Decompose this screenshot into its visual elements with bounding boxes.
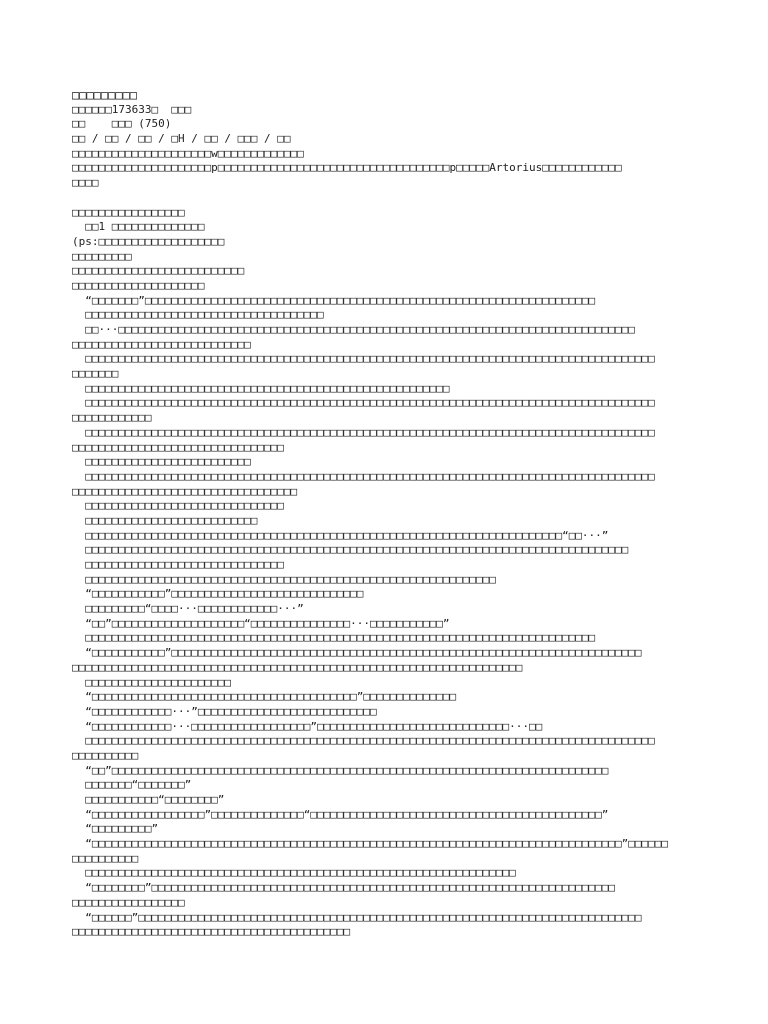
breadcrumb: □□ / □□ / □□ / □H / □□ / □□□ / □□	[72, 132, 291, 146]
body-line: □□□□□□□□□□□□□□□□□□□□□□□□□□□□□□□□□□□□□□□□□□□□□□□□□□□□□□□□□□□□□□□□□□□□□□□□□□□□□□□□□□□□□□	[72, 396, 655, 410]
body-line: □□···□□□□□□□□□□□□□□□□□□□□□□□□□□□□□□□□□□□□□□□□□□□□□□□□□□□□□□□□□□□□□□□□□□□□□□□□□□□□□□	[72, 323, 635, 336]
body-line: □□□□□□□□□□□□□□□□□□□□□□□□□□□□□□□□□□□□□□□□□□□□□□□□□□□□□□□□□□□□□□□□□□□□□□□□□□□□□	[72, 631, 596, 645]
body-line: □□□□□□□□□□	[72, 748, 139, 762]
doc-title: □□□□□□□□□	[72, 88, 138, 102]
body-line: “□□”□□□□□□□□□□□□□□□□□□□□“□□□□□□□□□□□□□□□···□□□□□□□□□□□”	[72, 616, 450, 630]
body-line: □□□□□□□□□□□□□□□□□□□□	[72, 278, 205, 292]
body-line: □□□□□□□□□□□□□□□□□□□□□□□□□□□□□□□□□□□□□□□□□□□□□□□□□□□□□□□□□□□□□□□□□□□□□□□□□□□□□□□□□□□□□□	[72, 352, 655, 366]
body-line: “□□□□□□□”□□□□□□□□□□□□□□□□□□□□□□□□□□□□□□□□□□□□□□□□□□□□□□□□□□□□□□□□□□□□□□□□□□□□	[72, 293, 596, 307]
body-line: “□□”□□□□□□□□□□□□□□□□□□□□□□□□□□□□□□□□□□□□□□□□□□□□□□□□□□□□□□□□□□□□□□□□□□□□□□□□□□□	[72, 763, 609, 777]
body-line: □□□□□□□□□□□□□□□□□□□□□□□□□□□□□□□□□□□□	[72, 308, 324, 322]
body-line: □□□□□□□□□□□“□□□□□□□□”	[72, 793, 225, 806]
body-line: □□□□□□□□□□□□□□□□□□□□□□□□□□□□□□□□□□□□□□□□□□□□□□□□□□□□□□□□□□□□□□□□□□□□□□□□□□□□□□□□□□	[72, 543, 629, 557]
body-line: □□□□□□□□□□□□□□□□□□□□□□	[72, 675, 231, 689]
body-line: □□□□□□□□□□□□□□□□□□□□□□□□□□□□□□□□□□□□□□□□□□□□□□□□□□□□□□□□□□□□□□	[72, 572, 496, 586]
body-line: □□□□□□□□□□□□□□□□□□□□□□□□□□□□□□□□□□□□□□□□□□□□□□□□□□□□□□□□□□□□□□□□□□□□□□□□“□□···”	[72, 528, 609, 542]
body-line: “□□□□□□□□”□□□□□□□□□□□□□□□□□□□□□□□□□□□□□□□□□□□□□□□□□□□□□□□□□□□□□□□□□□□□□□□□□□□□□□	[72, 881, 616, 895]
body-line: □□□□□□□□□□□□□□□□□□□□□□□□□□□□□□	[72, 499, 284, 513]
body-line: □□□□□□□□□□□□□□□□□□□□□□□□□□□□□□□□□□□□□□□□□□□□□□□□□□□□□□□□□□□□□□□□□□□□□□□□□□□□□□□□□□□□□□	[72, 734, 655, 748]
spacer	[72, 191, 696, 206]
doc-meta-count: □□ □□□ (750)	[72, 117, 172, 131]
body-line: (ps:□□□□□□□□□□□□□□□□□□□	[72, 234, 225, 248]
body-line: □□□□□□□□□□□□□□□□□□□□□□□□□□□□□□□□□□□□□□□□□□□□□□□□□□□□□□□	[72, 381, 450, 395]
body-line: □□□□□□□“□□□□□□□”	[72, 778, 192, 792]
body-line: □□1 □□□□□□□□□□□□□□	[72, 220, 205, 234]
body-line: □□□□□□□□□□□□□□□□□□□□□□□□□□□□□□□□□□□□□□□□□□□□□□□□□□□□□□□□□□□□□□□□□	[72, 866, 516, 880]
body-line: □□□□□□□□□□□□□□□□□□□□□□□□□□□□□□□□□□□□□□□□□□□□□□□□□□□□□□□□□□□□□□□□□□□□□□□□□□□□□□□□□□□□□□	[72, 469, 655, 483]
document-page	[72, 88, 696, 940]
body-line: □□□□□□□□□□□□□□□□□	[72, 205, 185, 219]
body-line: “□□□□□□□□□□□”□□□□□□□□□□□□□□□□□□□□□□□□□□□□□□□□□□□□□□□□□□□□□□□□□□□□□□□□□□□□□□□□□□□□□□□	[72, 646, 642, 660]
intro-line: □□□□	[72, 176, 99, 190]
body-text	[72, 206, 696, 940]
body-line: “□□□□□□□□□□□□□□□□□”□□□□□□□□□□□□□□“□□□□□□□□□□□□□□□□□□□□□□□□□□□□□□□□□□□□□□□□□□□□”	[72, 807, 609, 821]
body-line: □□□□□□□□□□□□□□□□□□□□□□□□□□□□□□□□□□□□□□□□□□	[72, 925, 351, 939]
intro-line: □□□□□□□□□□□□□□□□□□□□□w□□□□□□□□□□□□□	[72, 146, 304, 160]
body-line: □□□□□□□□□“□□□□···□□□□□□□□□□□□···”	[72, 602, 304, 616]
body-line: “□□□□□□□□□□□□···”□□□□□□□□□□□□□□□□□□□□□□□□□□□	[72, 704, 377, 718]
doc-meta-id: □□□□□□173633□ □□□	[72, 102, 192, 116]
intro-line: □□□□□□□□□□□□□□□□□□□□□p□□□□□□□□□□□□□□□□□□□□□□□□□□□□□□□□□□□p□□□□□Artorius□□□□□□□□□□□□	[72, 161, 622, 175]
body-line: □□□□□□□□□□□□□□□□□□□□□□□□□□□□□□	[72, 558, 284, 571]
body-line: □□□□□□□□□□	[72, 851, 139, 865]
body-line: “□□□□□□□□□□□□···□□□□□□□□□□□□□□□□□□”□□□□□□□□□□□□□□□□□□□□□□□□□□□□□···□□	[72, 719, 543, 733]
body-line: “□□□□□□”□□□□□□□□□□□□□□□□□□□□□□□□□□□□□□□□□□□□□□□□□□□□□□□□□□□□□□□□□□□□□□□□□□□□□□□□□□□□	[72, 910, 642, 924]
body-line: “□□□□□□□□□□□□□□□□□□□□□□□□□□□□□□□□□□□□□□□□□□□□□□□□□□□□□□□□□□□□□□□□□□□□□□□□□□□□□□□□”□□□□□□	[72, 837, 669, 851]
body-line: □□□□□□□□□□□□□□□□□□□□□□□□□□□□□□□□□□□□□□□□□□□□□□□□□□□□□□□□□□□□□□□□□□□□□□□□□□□□□□□□□□□□□□	[72, 425, 655, 439]
body-line: □□□□□□□□□□□□□□□□□□□□□□□□□□□□□□□□	[72, 440, 284, 454]
body-line: □□□□□□□□□□□□□□□□□□□□□□□□□□□□□□□□□□□□□□□□□□□□□□□□□□□□□□□□□□□□□□□□□□□□	[72, 660, 523, 674]
body-line: □□□□□□□□□□□□□□□□□□□□□□□□□	[72, 455, 251, 469]
body-line: □□□□□□□□□□□□□□□□□□□□□□□□□□□□□□□□□□	[72, 484, 298, 498]
body-line: □□□□□□□□□□□□□□□□□□□□□□□□□□	[72, 264, 245, 278]
body-line: □□□□□□□□□□□□□□□□□□□□□□□□□□	[72, 513, 258, 527]
body-line: “□□□□□□□□□□□□□□□□□□□□□□□□□□□□□□□□□□□□□□□□”□□□□□□□□□□□□□□	[72, 690, 457, 704]
body-line: □□□□□□□□□□□□□□□□□	[72, 895, 185, 909]
body-line: □□□□□□□□□	[72, 249, 132, 263]
body-line: □□□□□□□□□□□□□□□□□□□□□□□□□□□	[72, 337, 251, 351]
body-line: □□□□□□□	[72, 367, 119, 381]
body-line: “□□□□□□□□□□□”□□□□□□□□□□□□□□□□□□□□□□□□□□□□□	[72, 587, 364, 601]
body-line: □□□□□□□□□□□□	[72, 411, 152, 425]
body-line: “□□□□□□□□□”	[72, 822, 159, 836]
